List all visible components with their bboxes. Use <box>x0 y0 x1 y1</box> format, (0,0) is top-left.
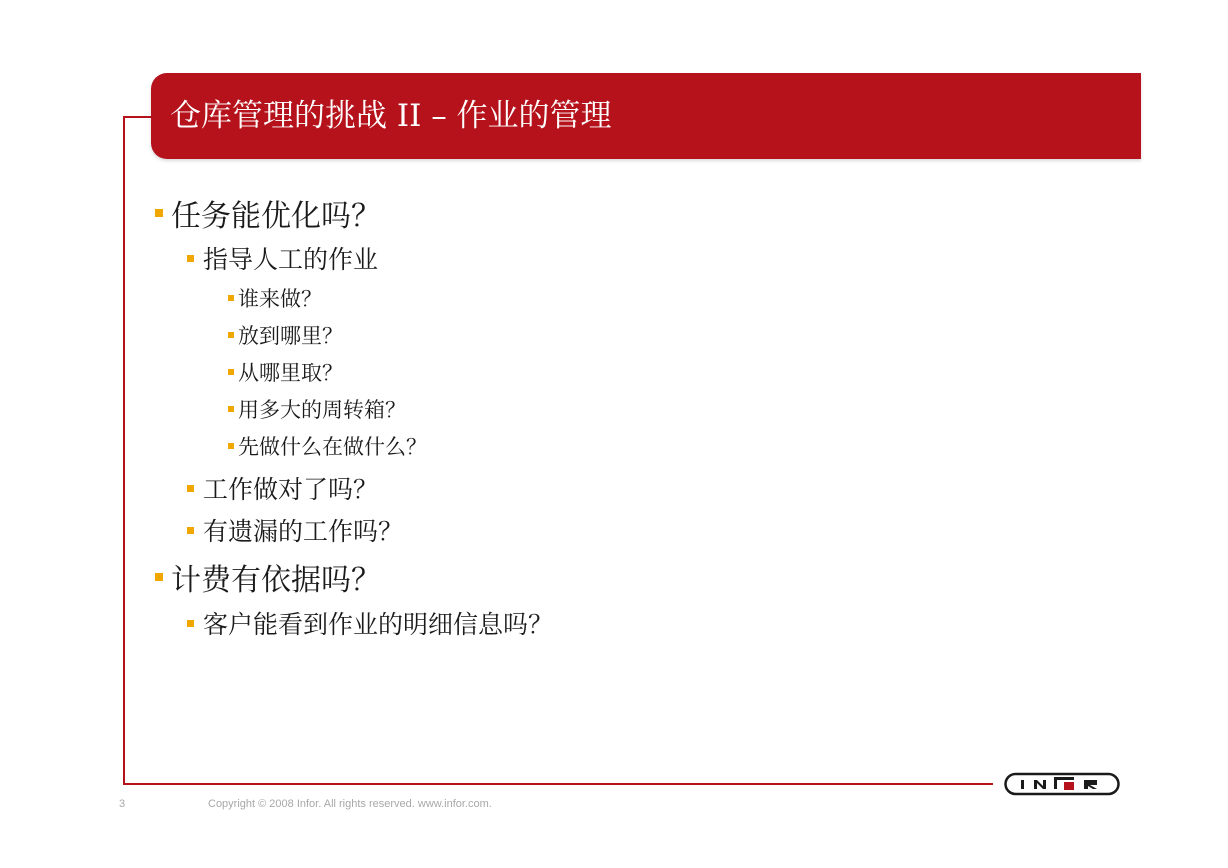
bullet-text: 任务能优化吗？ <box>171 199 381 234</box>
bullet-item <box>228 357 343 387</box>
bullet-marker <box>155 573 163 581</box>
bullet-item <box>228 394 406 424</box>
bullet-text: 客户能看到作业的明细信息吗？ <box>203 610 554 639</box>
bullet-text: 放到哪里？ <box>238 324 343 348</box>
bullet-marker <box>228 369 234 375</box>
bullet-marker <box>228 295 234 301</box>
bullet-marker <box>187 255 194 262</box>
bullet-text: 工作做对了吗？ <box>203 475 379 504</box>
frame-top-line <box>123 116 153 118</box>
bullet-text: 指导人工的作业 <box>203 245 379 274</box>
bullet-text: 用多大的周转箱？ <box>238 398 406 422</box>
bullet-marker <box>187 620 194 627</box>
bullet-item <box>187 241 378 275</box>
bullet-text: 有遗漏的工作吗？ <box>203 517 404 546</box>
bullet-item <box>155 557 381 597</box>
page-number: 3 <box>119 798 126 810</box>
slide-title: 仓库管理的挑战 II – 作业的管理 <box>170 98 612 134</box>
frame-left-line <box>123 116 125 785</box>
bullet-text: 从哪里取？ <box>238 361 343 385</box>
bullet-item <box>187 471 378 505</box>
bullet-marker <box>228 332 234 338</box>
bullet-marker <box>228 406 234 412</box>
bullet-item <box>187 606 553 640</box>
bullet-item <box>228 283 322 313</box>
bullet-item <box>228 431 427 461</box>
bullet-text: 计费有依据吗？ <box>171 563 381 598</box>
infor-logo <box>1004 771 1120 797</box>
bullet-marker <box>155 209 163 217</box>
bullet-marker <box>187 527 194 534</box>
bullet-item <box>228 320 343 350</box>
bullet-text: 先做什么在做什么？ <box>238 435 427 459</box>
bullet-item <box>187 513 403 547</box>
frame-bottom-line <box>123 783 993 785</box>
bullet-text: 谁来做？ <box>238 287 322 311</box>
bullet-item <box>155 193 381 233</box>
bullet-marker <box>187 485 194 492</box>
bullet-marker <box>228 443 234 449</box>
copyright-text: Copyright © 2008 Infor. All rights reserved. www.infor.com. <box>208 798 492 810</box>
